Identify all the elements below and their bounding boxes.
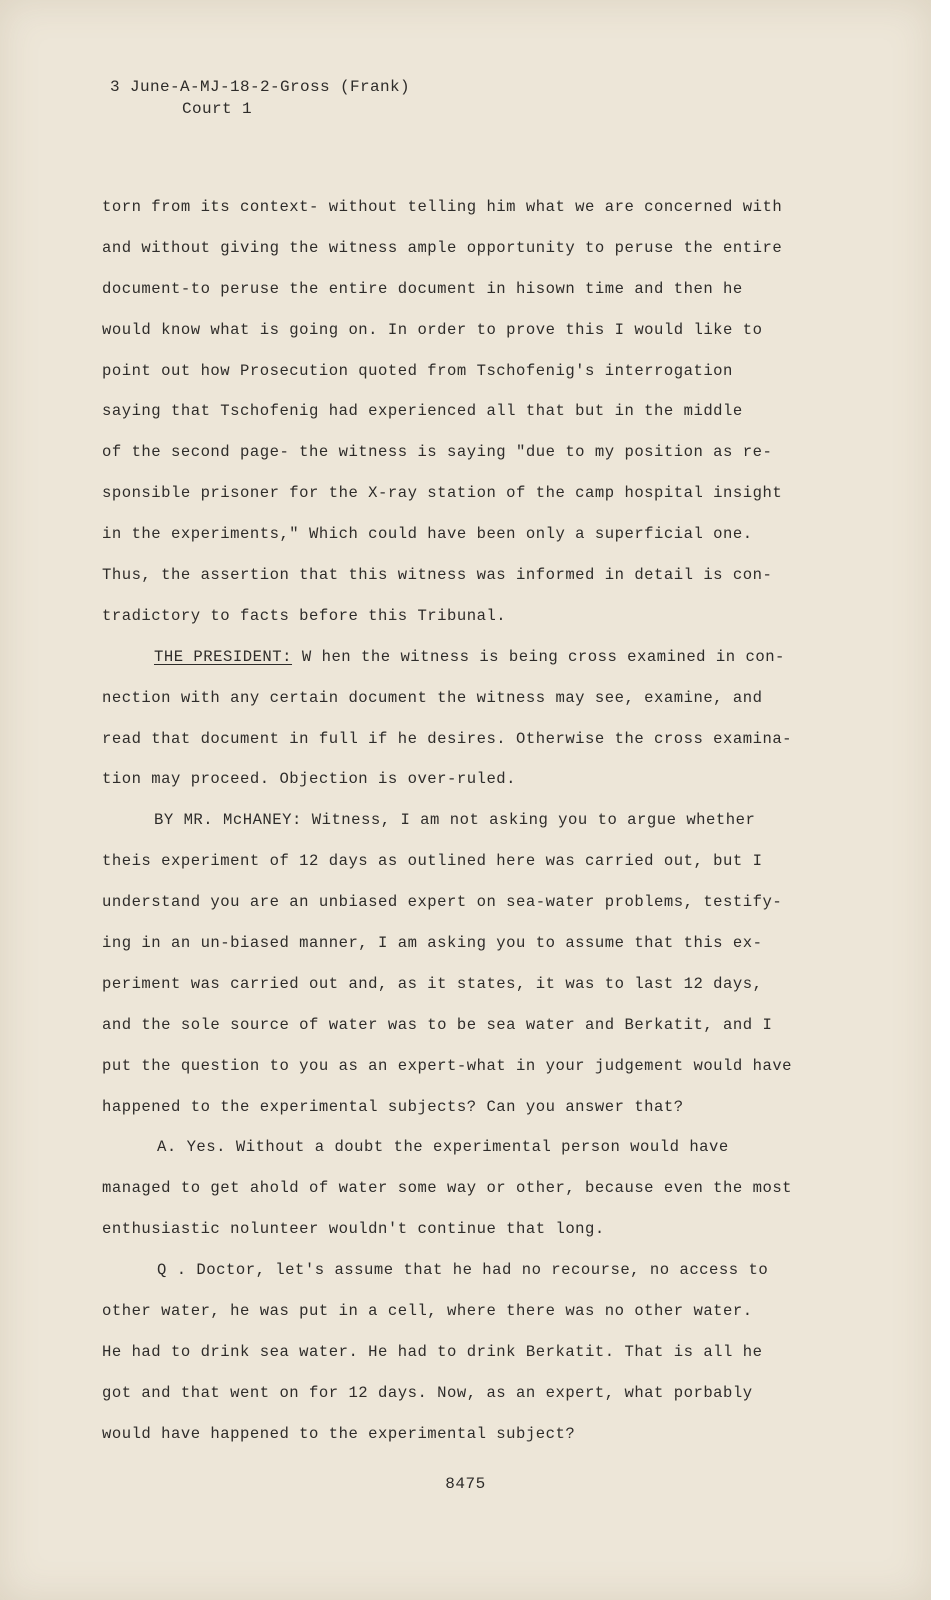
text-line: enthusiastic nolunteer wouldn't continue that long. [102, 1220, 605, 1239]
text-line: got and that went on for 12 days. Now, as an expert, what porbably [102, 1383, 753, 1402]
speaker-text: Witness, I am not asking you to argue whether [301, 811, 756, 830]
text-line: and without giving the witness ample opportunity to peruse the entire [102, 238, 783, 257]
text-line: periment was carried out and, as it states, it was to last 12 days, [102, 974, 763, 993]
header-court-line: Court 1 [182, 100, 253, 118]
text-line: saying that Tschofenig had experienced all that but in the middle [102, 402, 743, 421]
text-line: ing in an un-biased manner, I am asking you to assume that this ex- [102, 934, 763, 953]
text-line: sponsible prisoner for the X-ray station of the camp hospital insight [102, 484, 783, 503]
text-line: would have happened to the experimental subject? [102, 1424, 576, 1443]
text-line: He had to drink sea water. He had to drink Berkatit. That is all he [102, 1342, 763, 1361]
text-line: Q . Doctor, let's assume that he had no recourse, no access to [157, 1261, 769, 1280]
text-line: put the question to you as an expert-what in your judgement would have [102, 1056, 793, 1075]
scan-border [931, 0, 950, 1600]
text-line [102, 643, 814, 684]
text-line: nection with any certain document the witness may see, examine, and [102, 688, 763, 707]
page-number: 8475 [445, 1475, 486, 1493]
text-line: document-to peruse the entire document in hisown time and then he [102, 279, 743, 298]
text-line: tradictory to facts before this Tribunal. [102, 606, 507, 625]
text-line [102, 806, 814, 847]
text-line: theis experiment of 12 days as outlined here was carried out, but I [102, 852, 763, 871]
text-line: would know what is going on. In order to prove this I would like to [102, 320, 763, 339]
text-line: tion may proceed. Objection is over-ruled. [102, 770, 517, 789]
text-line: of the second page- the witness is saying "due to my position as re- [102, 443, 773, 462]
text-line: torn from its context- without telling him what we are concerned with [102, 198, 783, 216]
header-session-line: 3 June-A-MJ-18-2-Gross (Frank) [110, 78, 411, 96]
document-header [110, 76, 410, 120]
text-line: A. Yes. Without a doubt the experimental person would have [157, 1138, 729, 1157]
transcript-body [102, 193, 814, 1461]
text-line: and the sole source of water was to be sea water and Berkatit, and I [102, 1015, 773, 1034]
speaker-label: BY MR. McHANEY: [154, 811, 302, 830]
speaker-text: W hen the witness is being cross examined in con- [292, 647, 785, 666]
text-line: understand you are an unbiased expert on sea-water problems, testify- [102, 893, 783, 912]
text-line: other water, he was put in a cell, where there was no other water. [102, 1302, 753, 1321]
text-line: point out how Prosecution quoted from Tschofenig's interrogation [102, 361, 733, 380]
text-line: Thus, the assertion that this witness was informed in detail is con- [102, 566, 773, 585]
speaker-label: THE PRESIDENT: [154, 647, 293, 666]
text-line: read that document in full if he desires. Otherwise the cross examina- [102, 729, 793, 748]
text-line: happened to the experimental subjects? Can you answer that? [102, 1097, 684, 1116]
text-line: managed to get ahold of water some way or other, because even the most [102, 1179, 793, 1198]
text-line: in the experiments," Which could have been only a superficial one. [102, 525, 753, 544]
